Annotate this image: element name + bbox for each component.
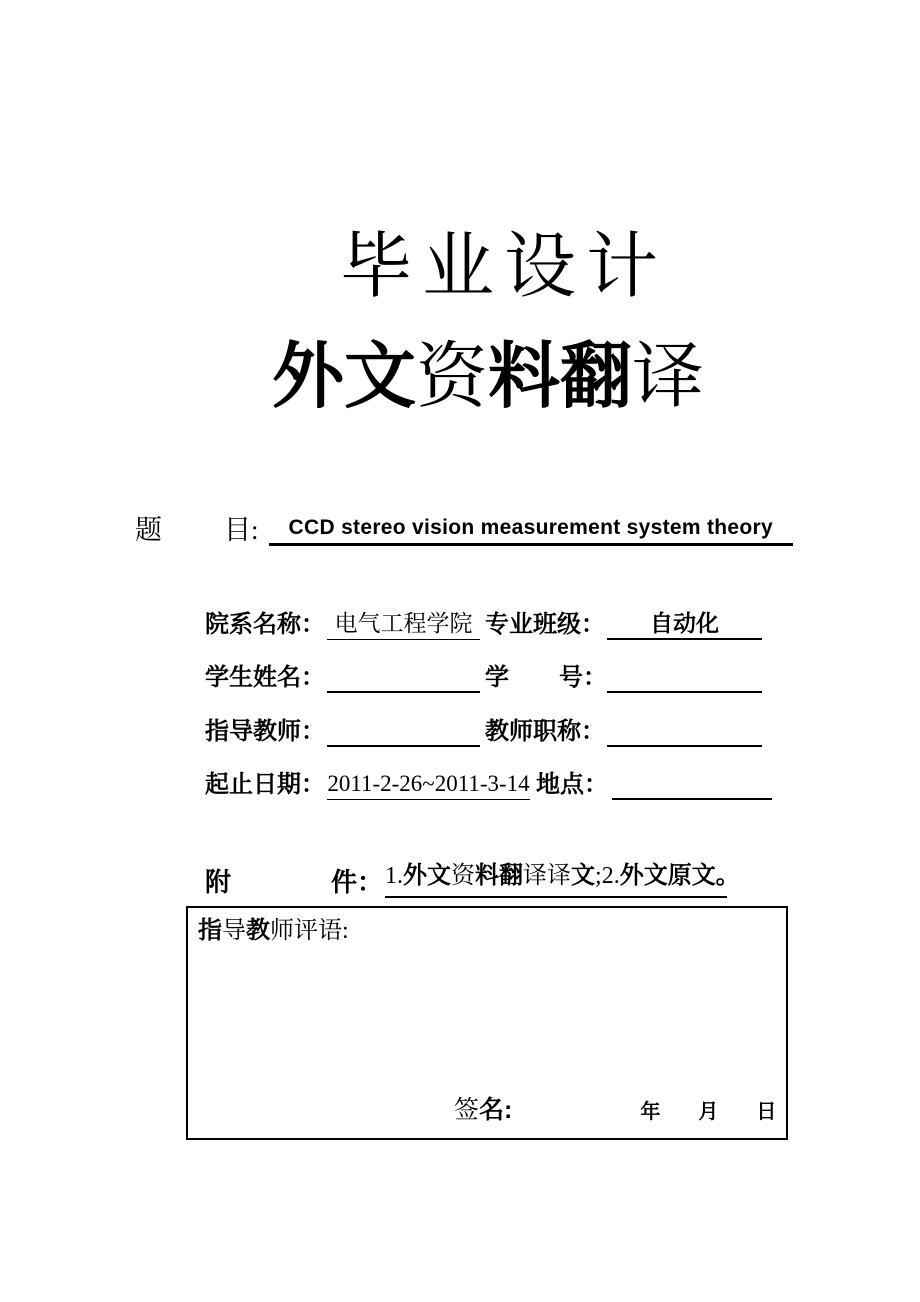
sub-title-run: 资 <box>416 337 489 417</box>
main-title: 毕业设计 <box>340 227 669 307</box>
sub-title <box>272 334 704 420</box>
attachment-row <box>205 862 740 898</box>
signature-label-run: 名: <box>479 1096 513 1124</box>
sub-title-run: 译 <box>632 337 705 417</box>
attachment-run: 文 <box>571 862 596 889</box>
advisor-comment-box <box>186 906 788 1140</box>
class-field <box>607 606 762 640</box>
teacher-title-field <box>607 713 762 747</box>
form-row-advisor <box>205 713 762 747</box>
day-label: 日 <box>756 1101 777 1123</box>
student-id-label-run: 学 <box>485 664 509 691</box>
attachment-label: 件： <box>331 866 384 897</box>
year-label: 年 <box>640 1101 661 1123</box>
attachment-run: 外文 <box>403 862 452 889</box>
sub-title-run: 料翻 <box>488 337 633 417</box>
topic-row <box>135 508 793 546</box>
form-row-student <box>205 659 762 693</box>
attachment-run: ;2. <box>595 863 620 889</box>
student-name-label: 学生姓名： <box>205 664 325 691</box>
comment-header-run: 导 <box>222 918 246 944</box>
attachment-run: 资 <box>451 863 476 889</box>
signature-label-run: 签 <box>454 1097 480 1124</box>
advisor-label: 指导教师： <box>205 718 325 745</box>
location-label: 地点： <box>536 771 608 798</box>
attachment-run: 译译 <box>523 863 572 889</box>
comment-header-run: 教 <box>246 917 270 944</box>
attachment-run: 外文原文。 <box>619 862 740 889</box>
month-label: 月 <box>698 1101 719 1123</box>
topic-label: 题 <box>135 514 162 545</box>
class-value: 自动化 <box>650 610 719 637</box>
class-label: 专业班级： <box>485 611 605 638</box>
date-range-label: 起止日期： <box>205 771 325 798</box>
date-range-value: 2011-2-26~2011-3-14 <box>327 771 530 797</box>
advisor-field <box>327 713 480 747</box>
sub-title-run: 外文 <box>272 337 417 417</box>
student-id-label <box>485 663 607 693</box>
student-name-field <box>327 659 480 693</box>
student-id-label-run: 号： <box>559 664 607 691</box>
department-label: 院系名称： <box>205 611 325 638</box>
date-range-field <box>327 766 530 800</box>
topic-label: 目: <box>224 514 259 545</box>
student-id-field <box>607 659 762 693</box>
attachment-run: 1. <box>385 863 404 889</box>
teacher-title-label: 教师职称： <box>485 718 605 745</box>
department-value: 电气工程学院 <box>334 611 473 637</box>
form-row-dates <box>205 766 772 800</box>
attachment-label: 附 <box>205 866 232 897</box>
comment-header-run: 指 <box>198 917 222 944</box>
comment-box-header <box>198 916 349 946</box>
attachment-run: 料翻 <box>475 862 524 889</box>
comment-header-run: 师评语: <box>270 918 349 944</box>
topic-value: CCD stereo vision measurement system theory <box>288 516 773 539</box>
attachment-underline <box>385 862 740 898</box>
topic-underline <box>269 509 793 546</box>
department-field <box>327 606 480 640</box>
form-row-department <box>205 606 762 640</box>
location-field <box>612 766 772 800</box>
signature-row <box>454 1090 776 1126</box>
